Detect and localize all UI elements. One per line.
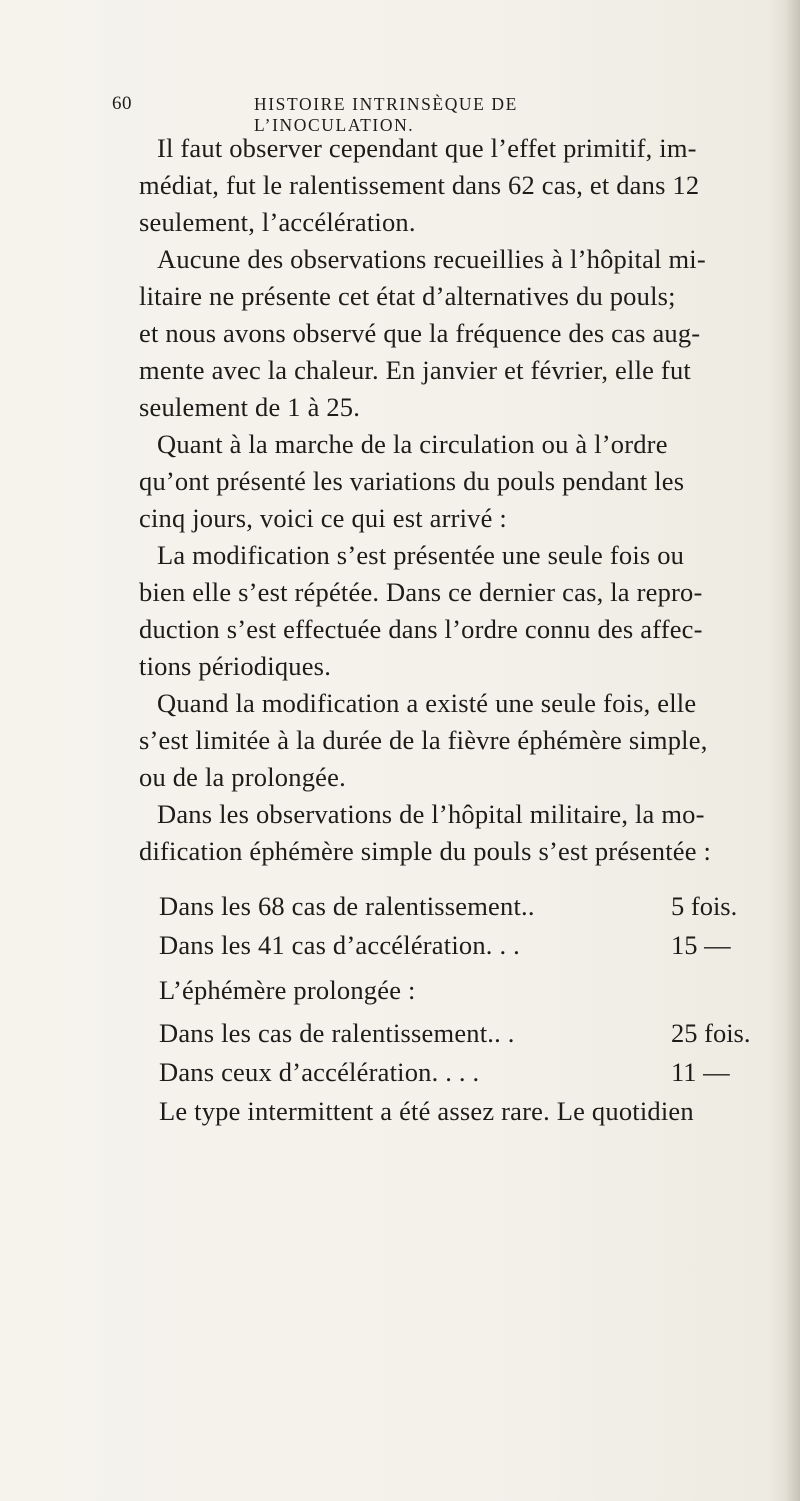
text-line: mente avec la chaleur. En janvier et février, elle fut xyxy=(139,355,691,385)
text-line: qu’ont présenté les variations du pouls pendant les xyxy=(139,466,685,496)
text-line: litaire ne présente cet état d’alternatives du pouls; xyxy=(139,281,676,311)
text-line: bien elle s’est répétée. Dans ce dernier cas, la repro- xyxy=(139,577,703,607)
text-line: Le type intermittent a été assez rare. Le quotidien xyxy=(159,1096,694,1126)
text-line: Quant à la marche de la circulation ou à l’ordre xyxy=(157,429,668,459)
table-row-value: 11 — xyxy=(671,1057,730,1087)
table-row-value: 25 fois. xyxy=(671,1018,751,1048)
text-line: tions périodiques. xyxy=(139,651,332,681)
table-row-label: Dans ceux d’accélération. . . . xyxy=(159,1057,480,1087)
text-line: La modification s’est présentée une seule fois ou xyxy=(157,540,685,570)
text-line: et nous avons observé que la fréquence des cas aug- xyxy=(139,318,701,348)
text-line: s’est limitée à la durée de la fièvre éphémère simple, xyxy=(139,725,708,755)
table-row-label: Dans les 41 cas d’accélération. . . xyxy=(159,930,520,960)
running-title: HISTOIRE INTRINSÈQUE DE L’INOCULATION. xyxy=(254,94,518,135)
table-row-value: 15 — xyxy=(671,930,731,960)
table-row-value: 5 fois. xyxy=(671,891,738,921)
page-header xyxy=(112,93,672,135)
table-row-label: Dans les cas de ralentissement.. . xyxy=(159,1018,515,1048)
table-subheading: L’éphémère prolongée : xyxy=(159,975,416,1005)
table-row-label: Dans les 68 cas de ralentissement.. xyxy=(159,891,535,921)
text-line: seulement, l’accélération. xyxy=(139,207,416,237)
text-line: dification éphémère simple du pouls s’est présentée : xyxy=(139,836,712,866)
text-line: médiat, fut le ralentissement dans 62 cas, et dans 12 xyxy=(139,170,700,200)
text-line: Il faut observer cependant que l’effet primitif, im- xyxy=(157,133,697,163)
text-line: cinq jours, voici ce qui est arrivé : xyxy=(139,503,507,533)
page-edge-shadow xyxy=(786,0,800,1501)
text-line: Dans les observations de l’hôpital militaire, la mo- xyxy=(157,799,705,829)
text-line: Quand la modification a existé une seule fois, elle xyxy=(157,688,697,718)
text-line: seulement de 1 à 25. xyxy=(139,392,361,422)
text-line: Aucune des observations recueillies à l’hôpital mi- xyxy=(157,244,706,274)
text-line: ou de la prolongée. xyxy=(139,762,346,792)
text-line: duction s’est effectuée dans l’ordre connu des affec- xyxy=(139,614,703,644)
page-number: 60 xyxy=(112,93,132,114)
